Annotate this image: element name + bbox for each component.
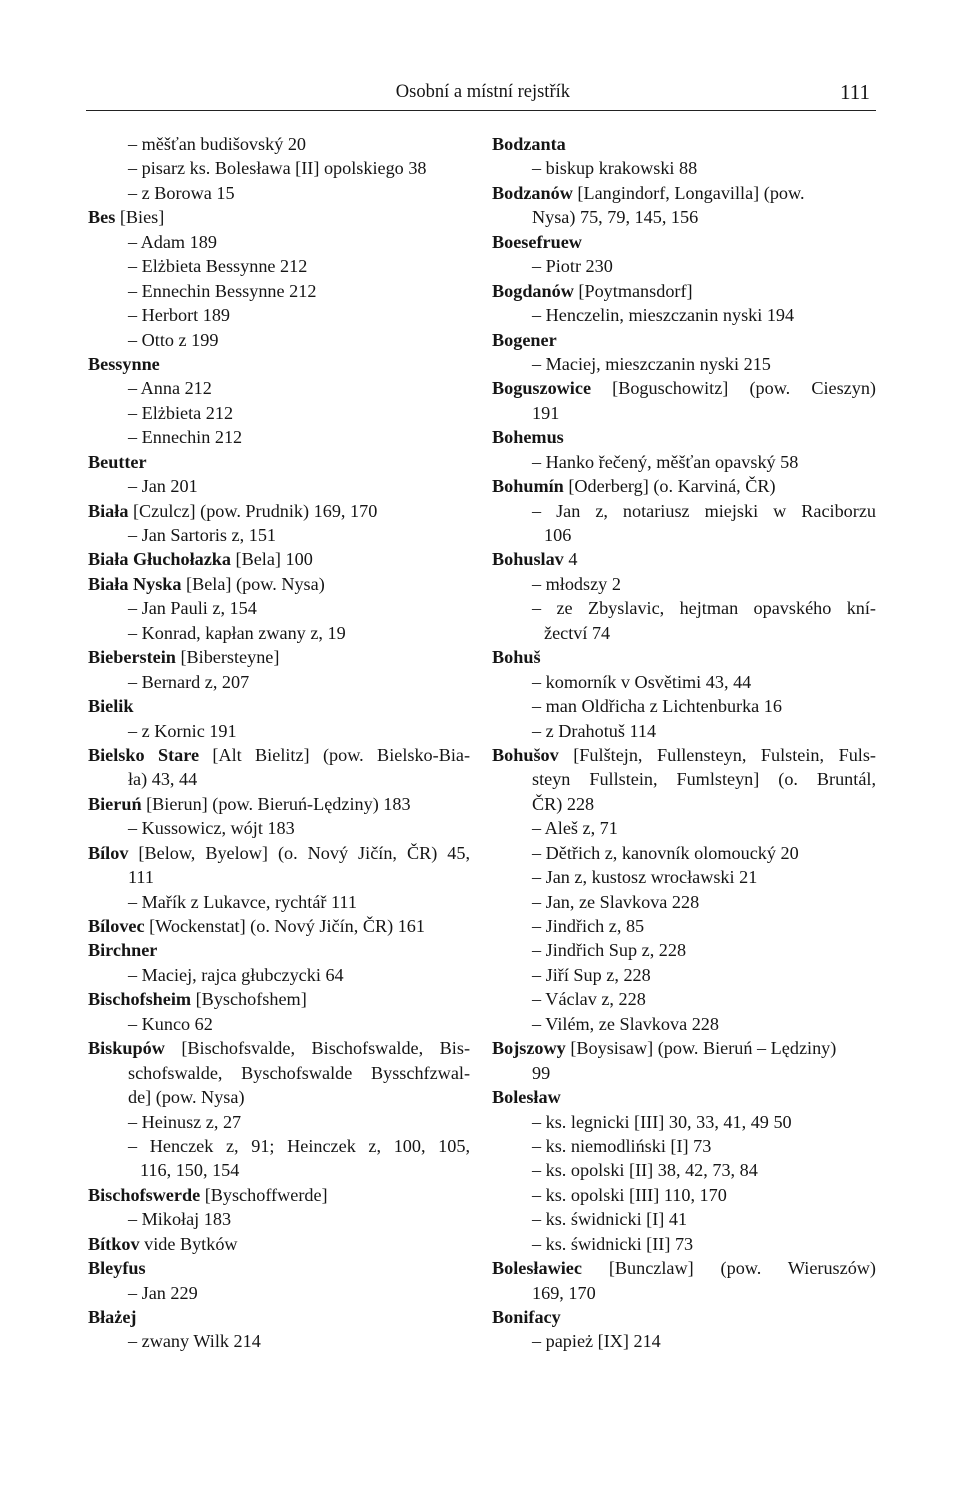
index-subentry bbox=[88, 376, 470, 400]
entry-text: žectví 74 bbox=[544, 622, 611, 643]
index-entry-heading bbox=[88, 987, 470, 1011]
entry-text: – Jindřich z, 85 bbox=[532, 916, 645, 936]
index-entry-heading bbox=[88, 572, 470, 596]
index-subentry bbox=[88, 1207, 470, 1231]
entry-text: 111 bbox=[128, 867, 154, 888]
entry-text: – Ennechin 212 bbox=[128, 427, 243, 448]
index-subentry bbox=[492, 156, 876, 180]
index-entry-heading bbox=[88, 938, 470, 962]
entry-text: – Jan, ze Slavkova 228 bbox=[532, 891, 700, 912]
entry-text: 169, 170 bbox=[532, 1282, 596, 1303]
index-entry-heading bbox=[88, 914, 470, 938]
page-number: 111 bbox=[840, 80, 870, 104]
entry-headword: Bítkov bbox=[88, 1233, 140, 1254]
entry-text: 116, 150, 154 bbox=[140, 1160, 240, 1181]
entry-text: – komorník v Osvětimi 43, 44 bbox=[532, 671, 752, 692]
entry-text: – Mařík z Lukavce, rychtář 111 bbox=[128, 891, 357, 912]
entry-text: – papież [IX] 214 bbox=[532, 1331, 661, 1352]
entry-headword: Bogdanów bbox=[492, 280, 574, 301]
index-entry-heading bbox=[88, 1256, 470, 1280]
entry-text: – z Drahotuš 114 bbox=[532, 720, 657, 741]
index-subentry bbox=[88, 254, 470, 278]
index-entry-heading bbox=[492, 547, 876, 571]
index-entry-heading bbox=[492, 1305, 876, 1329]
index-subentry bbox=[492, 1183, 876, 1207]
entry-text: – Kussowicz, wójt 183 bbox=[128, 818, 295, 839]
index-column-left bbox=[88, 132, 470, 1354]
index-subentry bbox=[88, 621, 470, 645]
index-subentry bbox=[88, 156, 470, 180]
index-continuation bbox=[492, 523, 876, 547]
entry-text: – zwany Wilk 214 bbox=[128, 1331, 261, 1352]
index-entry-heading bbox=[88, 352, 470, 376]
index-continuation bbox=[88, 767, 470, 791]
index-column-right bbox=[492, 132, 876, 1354]
entry-headword: Bojszowy bbox=[492, 1038, 566, 1059]
index-subentry bbox=[88, 401, 470, 425]
entry-text: – Heinusz z, 27 bbox=[128, 1111, 242, 1132]
entry-headword: Biała Głuchołazka bbox=[88, 549, 231, 570]
entry-headword: Bischofsheim bbox=[88, 989, 192, 1010]
index-entry-heading bbox=[88, 547, 470, 571]
index-entry-heading bbox=[88, 645, 470, 669]
entry-detail: [Bies] bbox=[115, 207, 165, 228]
entry-detail: [Bela] (pow. Nysa) bbox=[181, 573, 325, 594]
index-entry-heading bbox=[88, 1036, 470, 1060]
index-entry-heading bbox=[492, 328, 876, 352]
index-subentry bbox=[88, 1281, 470, 1305]
index-subentry bbox=[492, 1158, 876, 1182]
entry-headword: Bohuš bbox=[492, 647, 541, 668]
index-entry-heading bbox=[88, 743, 470, 767]
index-subentry bbox=[492, 963, 876, 987]
index-entry-heading bbox=[492, 474, 876, 498]
index-subentry bbox=[492, 1329, 876, 1353]
index-entry-heading bbox=[88, 694, 470, 718]
entry-headword: Bleyfus bbox=[88, 1258, 146, 1279]
index-continuation bbox=[492, 792, 876, 816]
entry-text: – Elżbieta 212 bbox=[128, 402, 234, 423]
entry-detail: [Poytmansdorf] bbox=[573, 280, 693, 301]
index-subentry bbox=[492, 670, 876, 694]
entry-detail: [Czulcz] (pow. Prudnik) 169, 170 bbox=[128, 500, 378, 521]
entry-text: – Jan 201 bbox=[128, 476, 198, 497]
entry-headword: Biała Nyska bbox=[88, 573, 182, 594]
entry-headword: Bodzanów bbox=[492, 182, 573, 203]
entry-text: – Adam 189 bbox=[128, 231, 217, 252]
entry-headword: Bohumín bbox=[492, 476, 564, 497]
index-subentry bbox=[88, 230, 470, 254]
index-entry-heading bbox=[492, 181, 876, 205]
entry-text: ła) 43, 44 bbox=[128, 769, 198, 790]
index-subentry bbox=[492, 938, 876, 962]
entry-text: – Aleš z, 71 bbox=[532, 818, 618, 839]
entry-detail: [Wockenstat] (o. Nový Jičín, ČR) 161 bbox=[144, 916, 425, 936]
entry-detail: [Bela] 100 bbox=[231, 549, 313, 570]
entry-text: 106 bbox=[544, 525, 572, 545]
index-subentry bbox=[492, 352, 876, 376]
entry-headword: Boesefruew bbox=[492, 231, 582, 252]
entry-text: – z Kornic 191 bbox=[128, 720, 237, 741]
entry-detail: [Langindorf, Longavilla] (pow. bbox=[572, 182, 805, 203]
entry-text: – Jan 229 bbox=[128, 1282, 198, 1303]
index-subentry bbox=[492, 1012, 876, 1036]
index-entry-heading bbox=[492, 376, 876, 400]
index-entry-heading bbox=[492, 1085, 876, 1109]
entry-text: – Dětřich z, kanovník olomoucký 20 bbox=[532, 842, 799, 863]
index-entry-heading bbox=[88, 1183, 470, 1207]
entry-text: – Henczek z, 91; Heinczek z, 100, 105, bbox=[128, 1135, 470, 1156]
index-subentry bbox=[88, 963, 470, 987]
index-continuation bbox=[88, 1085, 470, 1109]
index-subentry bbox=[88, 279, 470, 303]
entry-headword: Biała bbox=[88, 500, 129, 521]
index-subentry bbox=[88, 425, 470, 449]
index-subentry bbox=[88, 181, 470, 205]
entry-headword: Bes bbox=[88, 207, 116, 228]
index-continuation bbox=[492, 1281, 876, 1305]
entry-detail: 4 bbox=[563, 549, 578, 570]
entry-headword: Bohemus bbox=[492, 427, 564, 448]
entry-text: – Elżbieta Bessynne 212 bbox=[128, 256, 308, 277]
entry-text: – Maciej, rajca głubczycki 64 bbox=[128, 964, 344, 985]
index-subentry bbox=[492, 254, 876, 278]
index-subentry bbox=[88, 670, 470, 694]
entry-text: ČR) 228 bbox=[532, 793, 595, 814]
entry-detail: [Bibersteyne] bbox=[175, 647, 280, 668]
entry-detail: [Byschofshem] bbox=[191, 989, 307, 1010]
entry-detail: [Bierun] (pow. Bieruń-Lędziny) 183 bbox=[141, 793, 411, 814]
entry-text: – pisarz ks. Bolesława [II] opolskiego 38 bbox=[128, 158, 427, 179]
index-subentry bbox=[88, 890, 470, 914]
index-entry-heading bbox=[88, 792, 470, 816]
entry-text: de] (pow. Nysa) bbox=[128, 1087, 245, 1108]
index-subentry bbox=[88, 596, 470, 620]
index-entry-heading bbox=[492, 279, 876, 303]
entry-text: – Jan Sartoris z, 151 bbox=[128, 525, 277, 545]
index-subentry bbox=[492, 1134, 876, 1158]
entry-headword: Bonifacy bbox=[492, 1307, 561, 1327]
entry-headword: Bischofswerde bbox=[88, 1184, 201, 1205]
entry-headword: Bolesławiec bbox=[492, 1258, 582, 1279]
index-entry-heading bbox=[88, 450, 470, 474]
entry-headword: Bohušov bbox=[492, 744, 559, 765]
index-subentry bbox=[88, 719, 470, 743]
index-entry-heading bbox=[88, 841, 470, 865]
entry-text: 99 bbox=[532, 1062, 551, 1083]
entry-headword: Bodzanta bbox=[492, 134, 566, 154]
index-subentry bbox=[88, 303, 470, 327]
entry-text: – Jan z, kustosz wrocławski 21 bbox=[532, 867, 758, 888]
entry-text: steyn Fullstein, Fumlsteyn] (o. Bruntál, bbox=[532, 769, 876, 790]
entry-headword: Bolesław bbox=[492, 1087, 561, 1108]
index-subentry bbox=[492, 694, 876, 718]
entry-text: – ks. opolski [III] 110, 170 bbox=[532, 1184, 727, 1205]
entry-headword: Błażej bbox=[88, 1307, 137, 1327]
entry-headword: Bohuslav bbox=[492, 549, 564, 570]
index-subentry bbox=[492, 1232, 876, 1256]
index-entry-heading bbox=[88, 205, 470, 229]
index-subentry bbox=[88, 1110, 470, 1134]
index-subentry bbox=[492, 450, 876, 474]
entry-headword: Birchner bbox=[88, 940, 158, 961]
index-entry-heading bbox=[492, 1256, 876, 1280]
entry-detail: [Bunczlaw] (pow. Wieruszów) bbox=[581, 1258, 876, 1279]
index-continuation bbox=[88, 1158, 470, 1182]
entry-detail: [Below, Byelow] (o. Nový Jičín, ČR) 45, bbox=[128, 842, 470, 863]
entry-text: – Herbort 189 bbox=[128, 305, 231, 326]
entry-text: – man Oldřicha z Lichtenburka 16 bbox=[532, 696, 782, 717]
entry-headword: Bieberstein bbox=[88, 647, 176, 668]
index-subentry bbox=[492, 987, 876, 1011]
index-subentry bbox=[492, 841, 876, 865]
index-subentry bbox=[88, 523, 470, 547]
entry-text: – Vilém, ze Slavkova 228 bbox=[532, 1013, 719, 1034]
entry-headword: Boguszowice bbox=[492, 378, 592, 399]
entry-headword: Bílovec bbox=[88, 916, 145, 936]
running-title: Osobní a místní rejstřík bbox=[395, 82, 570, 102]
entry-text: – Jiří Sup z, 228 bbox=[532, 964, 651, 985]
entry-headword: Bogener bbox=[492, 329, 557, 350]
index-subentry bbox=[88, 132, 470, 156]
index-entry-heading bbox=[88, 1232, 470, 1256]
entry-text: – biskup krakowski 88 bbox=[532, 158, 698, 179]
entry-text: – Jindřich Sup z, 228 bbox=[532, 940, 687, 961]
entry-text: – ks. legnicki [III] 30, 33, 41, 49 50 bbox=[532, 1111, 792, 1132]
entry-headword: Beutter bbox=[88, 451, 147, 472]
entry-detail: [Fulštejn, Fullensteyn, Fulstein, Fuls- bbox=[558, 744, 876, 765]
entry-text: – młodszy 2 bbox=[532, 573, 621, 594]
entry-text: – ks. opolski [II] 38, 42, 73, 84 bbox=[532, 1160, 758, 1181]
entry-text: – Piotr 230 bbox=[532, 256, 613, 277]
entry-detail: [Bischofsvalde, Bischofswalde, Bis- bbox=[164, 1038, 470, 1059]
running-header bbox=[86, 80, 876, 111]
index-subentry bbox=[492, 865, 876, 889]
index-subentry bbox=[88, 1134, 470, 1158]
index-subentry bbox=[492, 816, 876, 840]
index-subentry bbox=[88, 816, 470, 840]
index-continuation bbox=[492, 205, 876, 229]
index-continuation bbox=[88, 1061, 470, 1085]
entry-text: – Bernard z, 207 bbox=[128, 671, 250, 692]
index-entry-heading bbox=[492, 1036, 876, 1060]
entry-text: – Henczelin, mieszczanin nyski 194 bbox=[532, 305, 795, 326]
entry-text: – Jan Pauli z, 154 bbox=[128, 598, 257, 619]
index-subentry bbox=[88, 1012, 470, 1036]
index-subentry bbox=[492, 596, 876, 620]
index-entry-heading bbox=[492, 425, 876, 449]
index-subentry bbox=[88, 328, 470, 352]
index-subentry bbox=[492, 499, 876, 523]
index-continuation bbox=[88, 865, 470, 889]
entry-text: – měšťan budišovský 20 bbox=[128, 134, 307, 154]
index-subentry bbox=[88, 474, 470, 498]
index-subentry bbox=[492, 1207, 876, 1231]
entry-headword: Bílov bbox=[88, 842, 129, 863]
index-continuation bbox=[492, 621, 876, 645]
index-subentry bbox=[492, 1110, 876, 1134]
entry-text: – Otto z 199 bbox=[128, 329, 219, 350]
index-entry-heading bbox=[492, 645, 876, 669]
entry-text: – z Borowa 15 bbox=[128, 182, 235, 203]
entry-text: – Hanko řečený, měšťan opavský 58 bbox=[532, 451, 799, 472]
index-entry-heading bbox=[88, 499, 470, 523]
index-subentry bbox=[492, 890, 876, 914]
index-continuation bbox=[492, 401, 876, 425]
entry-detail: [Alt Bielitz] (pow. Bielsko-Bia- bbox=[199, 744, 471, 765]
entry-detail: [Oderberg] (o. Karviná, ČR) bbox=[563, 476, 776, 497]
entry-headword: Biskupów bbox=[88, 1038, 165, 1059]
entry-headword: Bieruń bbox=[88, 793, 142, 814]
entry-text: schofswalde, Byschofswalde Bysschfzwal- bbox=[128, 1062, 470, 1083]
index-subentry bbox=[492, 572, 876, 596]
entry-detail: [Boysisaw] (pow. Bieruń – Lędziny) bbox=[565, 1038, 837, 1059]
index-subentry bbox=[492, 303, 876, 327]
entry-text: – Kunco 62 bbox=[128, 1013, 213, 1034]
index-subentry bbox=[492, 719, 876, 743]
entry-text: – ks. świdnicki [I] 41 bbox=[532, 1209, 688, 1230]
entry-text: – Jan z, notariusz miejski w Raciborzu bbox=[532, 500, 876, 521]
entry-headword: Bielsko Stare bbox=[88, 744, 200, 765]
entry-text: – Maciej, mieszczanin nyski 215 bbox=[532, 353, 771, 374]
entry-detail: [Boguschowitz] (pow. Cieszyn) bbox=[591, 378, 876, 399]
entry-headword: Bielik bbox=[88, 696, 134, 717]
entry-text: – Ennechin Bessynne 212 bbox=[128, 280, 317, 301]
entry-detail: [Byschoffwerde] bbox=[200, 1184, 328, 1205]
entry-text: – Konrad, kapłan zwany z, 19 bbox=[128, 622, 346, 643]
index-entry-heading bbox=[88, 1305, 470, 1329]
index-subentry bbox=[492, 914, 876, 938]
entry-headword: Bessynne bbox=[88, 353, 160, 374]
index-subentry bbox=[88, 1329, 470, 1353]
index-entry-heading bbox=[492, 132, 876, 156]
entry-text: – ks. niemodliński [I] 73 bbox=[532, 1135, 712, 1156]
index-entry-heading bbox=[492, 743, 876, 767]
entry-text: – ze Zbyslavic, hejtman opavského kní- bbox=[532, 598, 876, 619]
entry-text: – ks. świdnicki [II] 73 bbox=[532, 1233, 694, 1254]
entry-text: – Anna 212 bbox=[128, 378, 212, 399]
entry-text: 191 bbox=[532, 402, 560, 423]
entry-text: Nysa) 75, 79, 145, 156 bbox=[532, 207, 699, 228]
entry-text: – Mikołaj 183 bbox=[128, 1209, 232, 1230]
index-entry-heading bbox=[492, 230, 876, 254]
entry-text: – Václav z, 228 bbox=[532, 989, 646, 1010]
index-continuation bbox=[492, 767, 876, 791]
entry-detail: vide Bytków bbox=[139, 1233, 238, 1254]
index-continuation bbox=[492, 1061, 876, 1085]
